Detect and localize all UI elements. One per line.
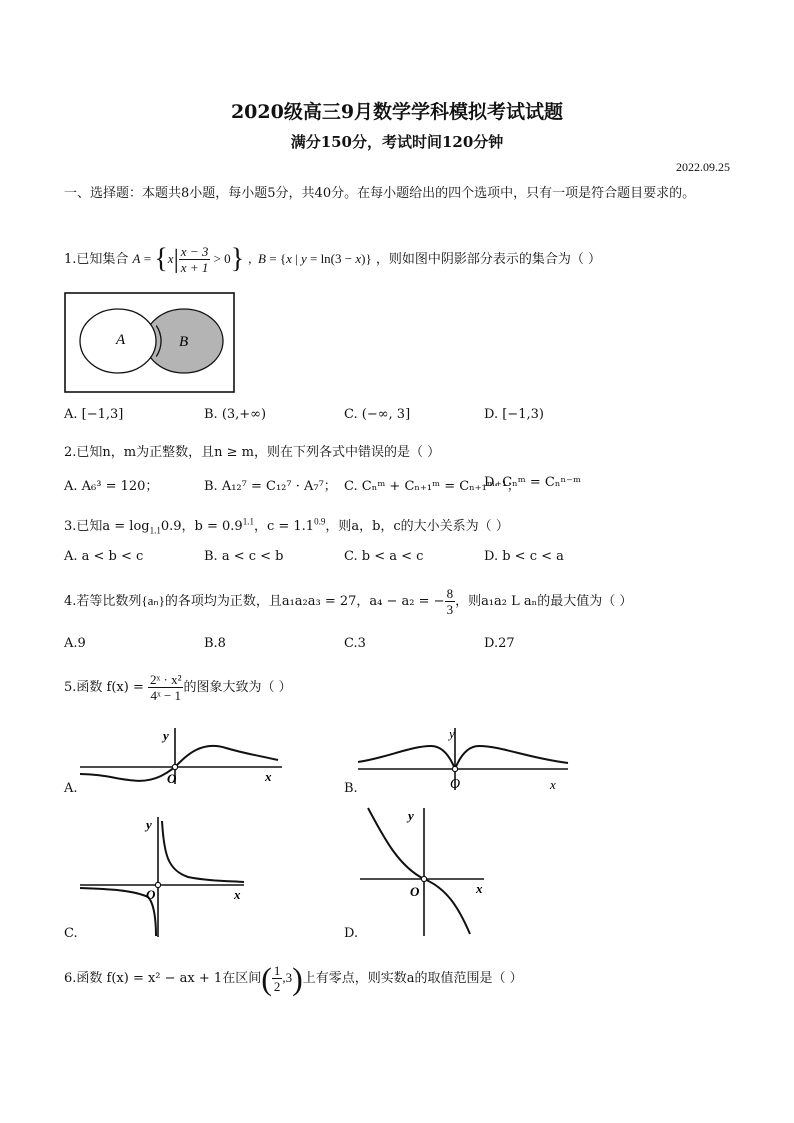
graph-c <box>78 815 250 939</box>
q2-option-b[interactable]: B. A₁₂⁷ = C₁₂⁷ · A₇⁷； <box>204 479 337 494</box>
q4-option-b[interactable]: B.8 <box>204 636 226 651</box>
q3-exp-c: 0.9 <box>314 516 326 527</box>
q4-frac-den: 3 <box>446 602 454 617</box>
svg-text:O: O <box>410 884 420 899</box>
q3-option-c[interactable]: C. b < a < c <box>344 549 424 564</box>
graph-a <box>76 726 286 786</box>
q1-option-b[interactable]: B. (3,+∞) <box>204 407 267 422</box>
q5-frac-den: 4ˣ − 1 <box>150 688 182 703</box>
q2-option-d[interactable]: D. Cₙᵐ = Cₙⁿ⁻ᵐ <box>484 475 581 490</box>
svg-text:x: x <box>234 887 241 902</box>
svg-text:O: O <box>167 771 177 786</box>
q4-stem-c: ，则a₁a₂ L aₙ的最大值为（ ） <box>455 594 633 609</box>
q5-option-a[interactable]: A. <box>64 781 78 796</box>
q4-frac-num: 8 <box>446 586 454 601</box>
q1-option-a[interactable]: A. [−1,3] <box>64 407 124 422</box>
q4-stem-b: 的各项均为正数，且a₁a₂a₃ = 27，a₄ − a₂ = − <box>164 594 445 609</box>
q5-option-b[interactable]: B. <box>344 781 358 796</box>
q3-option-d[interactable]: D. b < c < a <box>484 549 564 564</box>
svg-text:O: O <box>450 777 461 792</box>
question-4 <box>64 582 632 621</box>
exam-date: 2022.09.25 <box>676 160 730 174</box>
q3-option-a[interactable]: A. a < b < c <box>64 549 144 564</box>
q1-option-c[interactable]: C. (−∞, 3] <box>344 407 411 422</box>
svg-text:O: O <box>146 887 156 902</box>
q3-stem-c: ，c = 1.1 <box>253 519 315 534</box>
venn-diagram <box>64 292 236 394</box>
q1-suffix: ，则如图中阴影部分表示的集合为（ ） <box>375 252 601 267</box>
exam-title: 2020级高三9月数学学科模拟考试试题 <box>230 101 564 123</box>
section-intro: 一、选择题：本题共8小题，每小题5分，共40分。在每小题给出的四个选项中，只有一项是符合题目要求的。 <box>64 186 696 201</box>
q4-option-c[interactable]: C.3 <box>344 636 366 651</box>
svg-text:y: y <box>146 817 152 832</box>
q5-stem-a: 5.函数 f(x) = <box>64 680 144 695</box>
q3-exp-b: 1.1 <box>242 516 254 527</box>
question-2: 2.已知n，m为正整数，且n ≥ m，则在下列各式中错误的是（ ） <box>64 445 441 460</box>
q6-frac-den: 2 <box>273 979 281 994</box>
question-5 <box>64 670 292 706</box>
question-6: 6.函数 f(x) = x² − ax + 1在区间( $\frac{1}{2}$ ,3)上有零点，则实数a的取值范围是（ ） <box>64 960 523 997</box>
q3-stem-d: ，则a，b，c的大小关系为（ ） <box>325 519 509 534</box>
q6-frac-num: 1 <box>273 963 281 978</box>
q5-option-c[interactable]: C. <box>64 926 78 941</box>
q2-option-c[interactable]: C. Cₙᵐ + Cₙ₊₁ᵐ = Cₙ₊₁ᵐ⁺¹； <box>344 479 520 494</box>
graph-d <box>358 806 490 938</box>
svg-text:y: y <box>449 726 455 741</box>
q3-stem-b: 0.9，b = 0.9 <box>160 519 243 534</box>
venn-label-a: A <box>116 332 126 348</box>
q4-sequence: {aₙ} <box>141 593 165 608</box>
q5-option-d[interactable]: D. <box>344 926 359 941</box>
q3-stem-a: 3.已知a = log <box>64 519 150 534</box>
q1-option-d[interactable]: D. [−1,3) <box>484 407 544 422</box>
svg-text:x: x <box>550 777 556 792</box>
q6-stem-b: 上有零点，则实数a的取值范围是（ ） <box>302 971 523 986</box>
graph-b <box>356 726 572 792</box>
q4-option-a[interactable]: A.9 <box>64 636 86 651</box>
q4-option-d[interactable]: D.27 <box>484 636 515 651</box>
venn-label-b: B <box>179 334 189 350</box>
q1-prefix: 1.已知集合 <box>64 252 129 267</box>
question-1: 1.已知集合 A = {x| $\frac{x - 3}{x + 1}$ > 0} , B = {x | y = ln(3 − x)} ，则如图中阴影部分表示的集合为（ ） <box>64 243 601 275</box>
question-3 <box>64 515 509 536</box>
q5-stem-b: 的图象大致为（ ） <box>183 680 292 695</box>
q3-option-b[interactable]: B. a < c < b <box>204 549 284 564</box>
q6-interval-end: ,3 <box>282 970 293 985</box>
q5-frac-num: 2ˣ · x² <box>150 672 182 687</box>
svg-text:x: x <box>476 881 483 896</box>
q6-stem-a: 6.函数 f(x) = x² − ax + 1在区间 <box>64 971 262 986</box>
q3-log-base: 1.1 <box>149 525 161 536</box>
exam-subtitle: 满分150分，考试时间120分钟 <box>290 133 504 151</box>
svg-text:x: x <box>265 769 272 784</box>
q2-option-a[interactable]: A. A₆³ = 120； <box>64 479 159 494</box>
svg-text:y: y <box>163 728 169 743</box>
q4-stem-a: 4.若等比数列 <box>64 594 142 609</box>
svg-text:y: y <box>408 808 414 823</box>
